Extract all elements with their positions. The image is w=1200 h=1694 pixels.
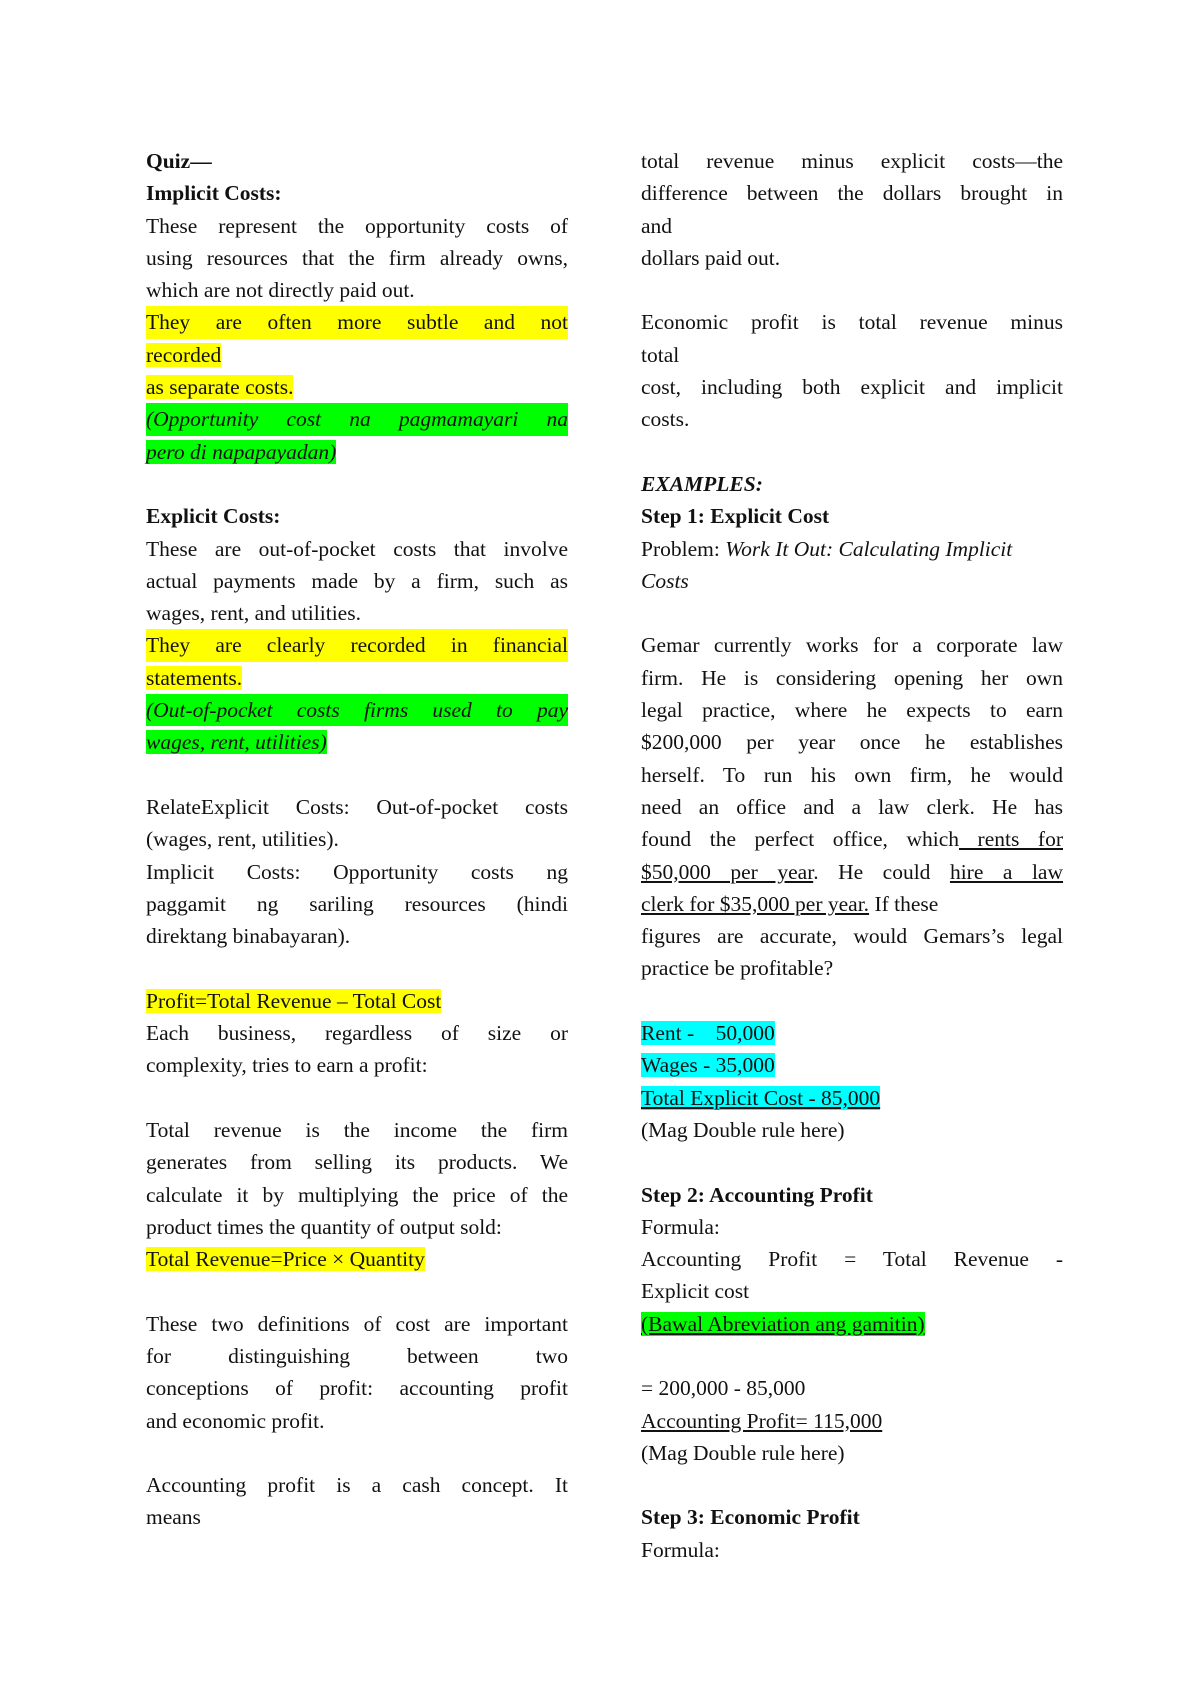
economic-line: cost, including both explicit and implicit: [641, 375, 1063, 400]
implicit-def-line: which are not directly paid out.: [146, 278, 415, 303]
calculation-line: = 200,000 - 85,000: [641, 1376, 806, 1401]
explicit-def-line: actual payments made by a firm, such as: [146, 568, 568, 593]
implicit-costs-heading: Implicit Costs:: [146, 181, 282, 206]
step2-heading: Step 2: Accounting Profit: [641, 1182, 873, 1207]
left-column: [146, 145, 568, 1534]
formula-label: Formula:: [641, 1214, 720, 1239]
story-line: $50,000 per year. He could hire a law: [641, 859, 1064, 884]
implicit-note-line: recorded: [146, 342, 222, 367]
story-line: $200,000 per year once he establishes: [641, 730, 1063, 755]
explicit-translation-line: (Out-of-pocket costs firms used to pay: [146, 694, 568, 726]
relate-line: direktang binabayaran).: [146, 924, 351, 949]
explicit-note-line: They are clearly recorded in financial: [146, 629, 568, 661]
wages-line: Wages - 35,000: [641, 1053, 775, 1078]
revenue-text-line: generates from selling its products. We: [146, 1150, 568, 1175]
explicit-translation-line: wages, rent, utilities): [146, 730, 327, 755]
implicit-translation-line: (Opportunity cost na pagmamayari na: [146, 403, 568, 435]
step1-heading: Step 1: Explicit Cost: [641, 504, 830, 529]
implicit-translation-line: pero di napapayadan): [146, 439, 337, 464]
explicit-def-line: These are out-of-pocket costs that involve: [146, 536, 568, 561]
explicit-def-line: wages, rent, and utilities.: [146, 601, 361, 626]
story-line: legal practice, where he expects to earn: [641, 698, 1063, 723]
problem-label: Problem:: [641, 536, 726, 561]
accounting-cont-line: dollars paid out.: [641, 245, 781, 270]
no-abbreviation-note: (Bawal Abreviation ang gamitin): [641, 1311, 925, 1336]
total-explicit-line: Total Explicit Cost - 85,000: [641, 1085, 881, 1110]
profit-formula: Profit=Total Revenue – Total Cost: [146, 988, 442, 1013]
definitions-line: and economic profit.: [146, 1408, 325, 1433]
explicit-note-line: statements.: [146, 665, 243, 690]
definitions-line: These two definitions of cost are important: [146, 1311, 568, 1336]
double-rule-note: (Mag Double rule here): [641, 1117, 845, 1142]
accounting-cont-line: difference between the dollars brought in: [641, 181, 1063, 206]
implicit-note-line: as separate costs.: [146, 375, 294, 400]
economic-line: Economic profit is total revenue minus: [641, 310, 1063, 335]
story-line: Gemar currently works for a corporate law: [641, 633, 1063, 658]
revenue-formula: Total Revenue=Price × Quantity: [146, 1247, 425, 1272]
implicit-note-line: They are often more subtle and not: [146, 306, 568, 338]
story-line: clerk for $35,000 per year. If these: [641, 891, 939, 916]
accounting-line: means: [146, 1505, 201, 1530]
examples-heading: EXAMPLES:: [641, 471, 763, 496]
accounting-line: Accounting profit is a cash concept. It: [146, 1473, 568, 1498]
definitions-line: conceptions of profit: accounting profit: [146, 1376, 568, 1401]
definitions-line: for distinguishing between two: [146, 1343, 568, 1368]
economic-line: costs.: [641, 407, 690, 432]
revenue-text-line: Total revenue is the income the firm: [146, 1117, 568, 1142]
accounting-cont-line: total revenue minus explicit costs—the: [641, 149, 1063, 173]
story-line: figures are accurate, would Gemars’s legal: [641, 924, 1063, 949]
relate-line: Implicit Costs: Opportunity costs ng: [146, 859, 568, 884]
quiz-heading: Quiz—: [146, 149, 212, 173]
accounting-formula-line: Explicit cost: [641, 1279, 750, 1304]
relate-line: paggamit ng sariling resources (hindi: [146, 891, 568, 916]
story-line: need an office and a law clerk. He has: [641, 794, 1063, 819]
relate-line: RelateExplicit Costs: Out-of-pocket costs: [146, 794, 568, 819]
profit-text-line: complexity, tries to earn a profit:: [146, 1053, 428, 1078]
problem-title: Work It Out: Calculating Implicit: [725, 536, 1013, 561]
story-line: herself. To run his own firm, he would: [641, 762, 1063, 787]
story-line: found the perfect office, which rents for: [641, 827, 1063, 852]
accounting-result: Accounting Profit= 115,000: [641, 1408, 883, 1433]
accounting-formula-line: Accounting Profit = Total Revenue -: [641, 1247, 1063, 1272]
rent-line: Rent - 50,000: [641, 1021, 775, 1046]
problem-line: [641, 533, 1063, 565]
accounting-cont-line: and: [641, 213, 673, 238]
relate-line: (wages, rent, utilities).: [146, 827, 339, 852]
problem-title-cont: Costs: [641, 568, 689, 593]
story-line: firm. He is considering opening her own: [641, 665, 1063, 690]
formula-label: Formula:: [641, 1537, 720, 1562]
explicit-costs-heading: Explicit Costs:: [146, 504, 281, 529]
right-column: [641, 145, 1063, 1566]
implicit-def-line: These represent the opportunity costs of: [146, 213, 568, 238]
profit-text-line: Each business, regardless of size or: [146, 1021, 568, 1046]
story-line: practice be profitable?: [641, 956, 834, 981]
step3-heading: Step 3: Economic Profit: [641, 1505, 860, 1530]
implicit-def-line: using resources that the firm already owns,: [146, 245, 568, 270]
revenue-text-line: product times the quantity of output sold:: [146, 1214, 502, 1239]
double-rule-note: (Mag Double rule here): [641, 1440, 845, 1465]
economic-line: total: [641, 342, 680, 367]
revenue-text-line: calculate it by multiplying the price of the: [146, 1182, 568, 1207]
